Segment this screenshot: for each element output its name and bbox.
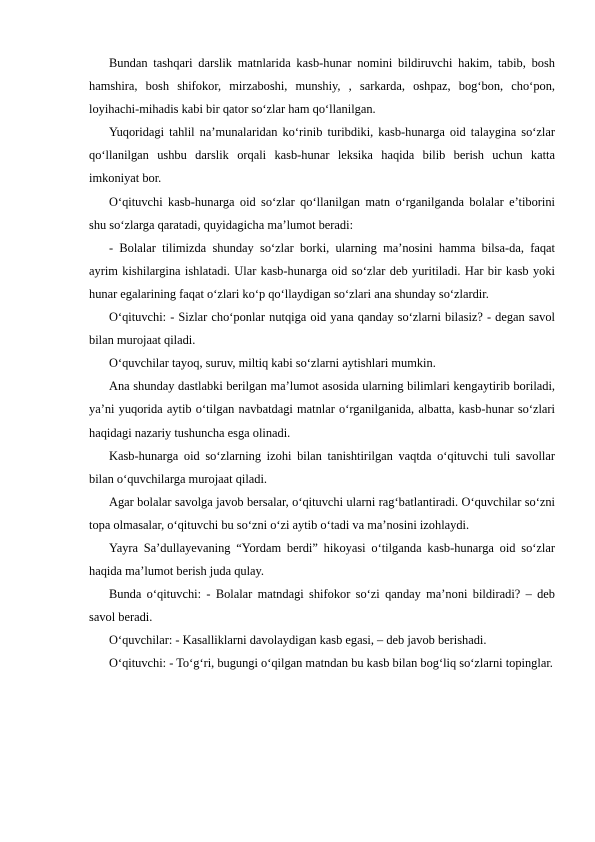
paragraph: O‘quvchilar tayoq, suruv, miltiq kabi so‘zlarni aytishlari mumkin. — [109, 356, 436, 371]
paragraph: Bundan tashqari darslik matnlarida kasb-hunar nomini bildiruvchi hakim, tabib, bosh hamshira, bosh shifokor, mirzaboshi, munshiy, , sarkarda, oshpaz, bog‘bon, cho‘pon, loyihachi-mihadis kabi bir qator so‘zlar ham qo‘llanilgan. — [89, 56, 555, 117]
paragraph: Yayra Sa’dullayevaning “Yordam berdi” hikoyasi o‘tilganda kasb-hunarga oid so‘zlar haqida ma’lumot berish juda qulay. — [89, 540, 555, 579]
paragraph: O‘qituvchi: - To‘g‘ri, bugungi o‘qilgan matndan bu kasb bilan bog‘liq so‘zlarni topinglar. — [109, 656, 553, 671]
paragraph: O‘qituvchi: - Sizlar cho‘ponlar nutqiga oid yana qanday so‘zlarni bilasiz? - degan savol bilan murojaat qiladi. — [89, 310, 555, 348]
paragraph: Kasb-hunarga oid so‘zlarning izohi bilan tanishtirilgan vaqtda o‘qituvchi tuli savollar bilan o‘quvchilarga murojaat qiladi. — [89, 448, 555, 486]
paragraph: Bunda o‘qituvchi: - Bolalar matndagi shifokor so‘zi qanday ma’noni bildiradi? – deb savol beradi. — [89, 587, 555, 625]
paragraph: Yuqoridagi tahlil na’munalaridan ko‘rinib turibdiki, kasb-hunarga oid talaygina so‘zlar qo‘llanilgan ushbu darslik orqali kasb-hunar leksika haqida bilib berish uchun katta imkoniyat bor. — [89, 125, 555, 186]
paragraph: - Bolalar tilimizda shunday so‘zlar borki, ularning ma’nosini hamma bilsa-da, faqat ayrim kishilargina ishlatadi. Ular kasb-hunarga oid so‘zlar deb yuritiladi. Har bir kasb yoki hunar egalarining faqat o‘zlari ko‘p qo‘llaydigan so‘zlari ana shunday so‘zlardir. — [89, 240, 555, 301]
paragraph: O‘quvchilar: - Kasalliklarni davolaydigan kasb egasi, – deb javob berishadi. — [109, 633, 487, 648]
paragraph: Ana shunday dastlabki berilgan ma’lumot asosida ularning bilimlari kengaytirib boriladi, ya’ni yuqorida aytib o‘tilgan navbatdagi matnlar o‘rganilganida, albatta, kasb-hunar so‘zlari haqidagi nazariy tushuncha esga olinadi. — [89, 379, 555, 440]
paragraph: Agar bolalar savolga javob bersalar, o‘qituvchi ularni rag‘batlantiradi. O‘quvchilar so‘zni topa olmasalar, o‘qituvchi bu so‘zni o‘zi aytib o‘tadi va ma’nosini izohlaydi. — [89, 494, 555, 532]
paragraph: O‘qituvchi kasb-hunarga oid so‘zlar qo‘llanilgan matn o‘rganilganda bolalar e’tiborini shu so‘zlarga qaratadi, quyidagicha ma’lumot beradi: — [89, 194, 555, 232]
document-body — [89, 52, 555, 676]
